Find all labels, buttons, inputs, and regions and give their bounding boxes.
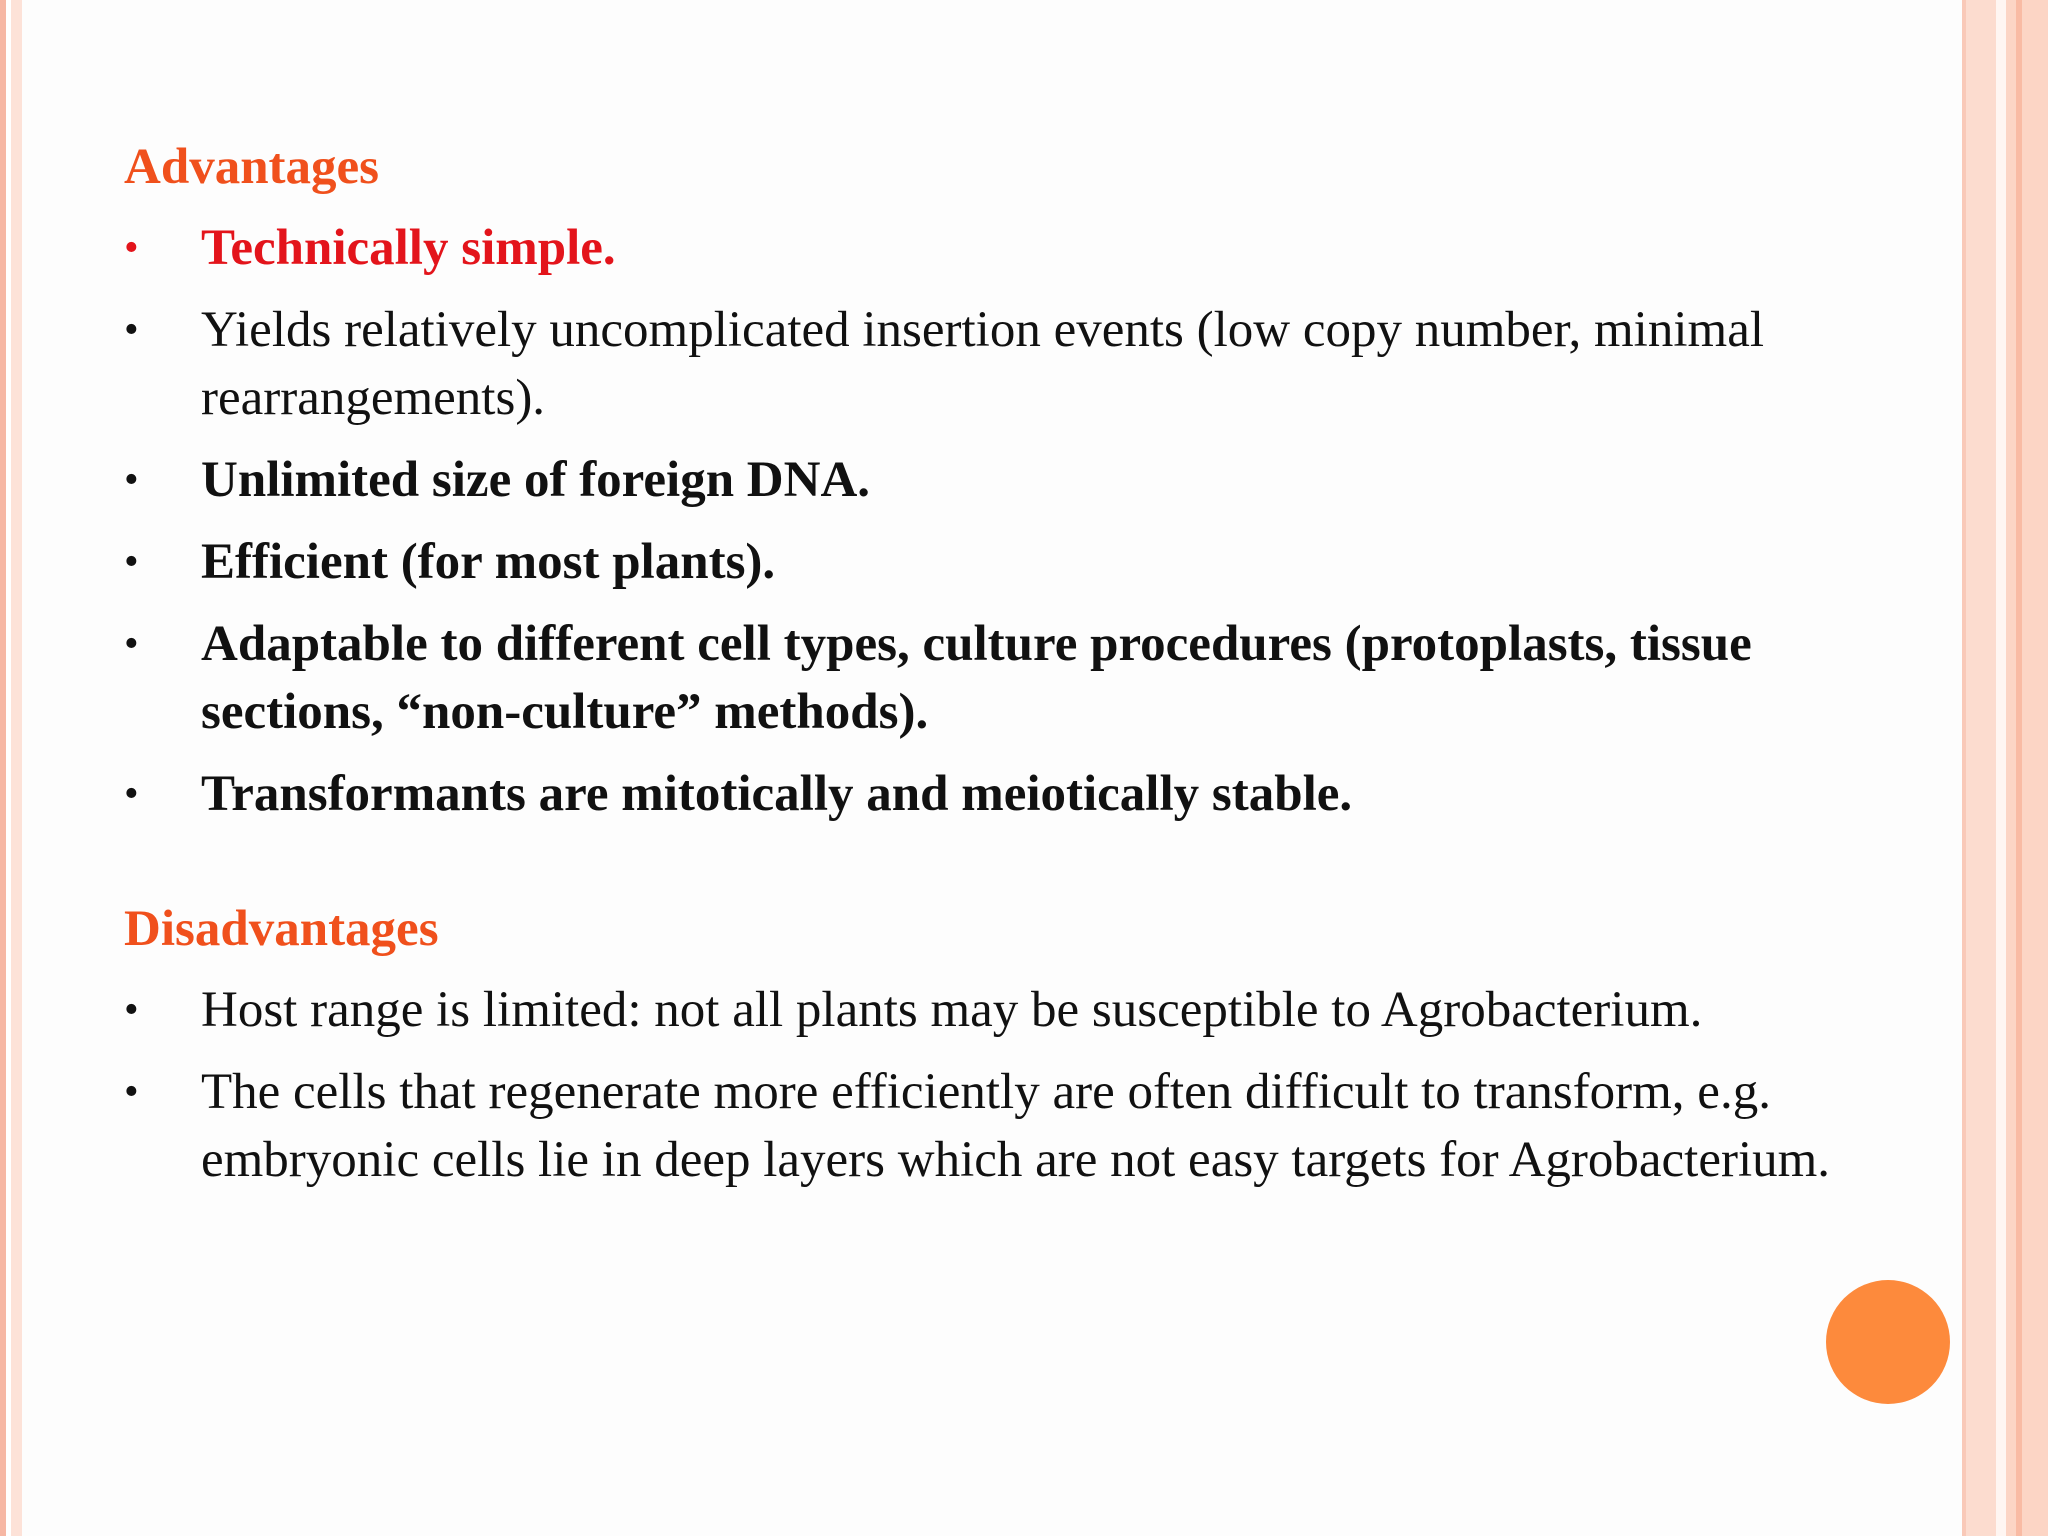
list-item-text: Efficient (for most plants).: [201, 534, 776, 590]
disadvantages-heading: Disadvantages: [124, 901, 439, 957]
bullet-icon: •: [124, 539, 139, 585]
bullet-icon: •: [124, 1069, 139, 1115]
list-item-text: Host range is limited: not all plants may be susceptible to Agrobacterium.: [201, 982, 1703, 1038]
right-border-gap: [1996, 0, 2006, 1536]
bullet-icon: •: [124, 771, 139, 817]
bullet-icon: •: [124, 621, 139, 667]
list-item: [124, 528, 1904, 596]
list-item-text: Transformants are mitotically and meiotically stable.: [201, 766, 1353, 822]
left-border-inner: [11, 0, 22, 1536]
right-border-band: [1966, 0, 1996, 1536]
list-item: [124, 296, 1904, 432]
disadvantages-list: [124, 976, 1904, 1194]
list-item-text: Adaptable to different cell types, culture procedures (protoplasts, tissue sections, “non-culture” methods).: [201, 616, 1752, 740]
list-item-text: Technically simple.: [201, 220, 616, 276]
right-border: [2006, 0, 2048, 1536]
list-item: [124, 760, 1904, 828]
advantages-list: [124, 214, 1904, 828]
right-border-line: [2016, 0, 2022, 1536]
bullet-icon: •: [124, 225, 139, 271]
list-item: [124, 214, 1904, 282]
list-item: [124, 1058, 1904, 1194]
list-item: [124, 976, 1904, 1044]
list-item-text: Yields relatively uncomplicated insertion events (low copy number, minimal rearrangements).: [201, 302, 1764, 426]
list-item: [124, 610, 1904, 746]
bullet-icon: •: [124, 457, 139, 503]
advantages-heading: Advantages: [124, 139, 380, 195]
orange-circle-decoration: [1826, 1280, 1950, 1404]
slide-content: [124, 134, 1904, 1194]
bullet-icon: •: [124, 307, 139, 353]
list-item-text: The cells that regenerate more efficiently are often difficult to transform, e.g. embryonic cells lie in deep layers which are not easy targets for Agrobacterium.: [201, 1064, 1831, 1188]
bullet-icon: •: [124, 987, 139, 1033]
list-item: [124, 446, 1904, 514]
list-item-text: Unlimited size of foreign DNA.: [201, 452, 871, 508]
